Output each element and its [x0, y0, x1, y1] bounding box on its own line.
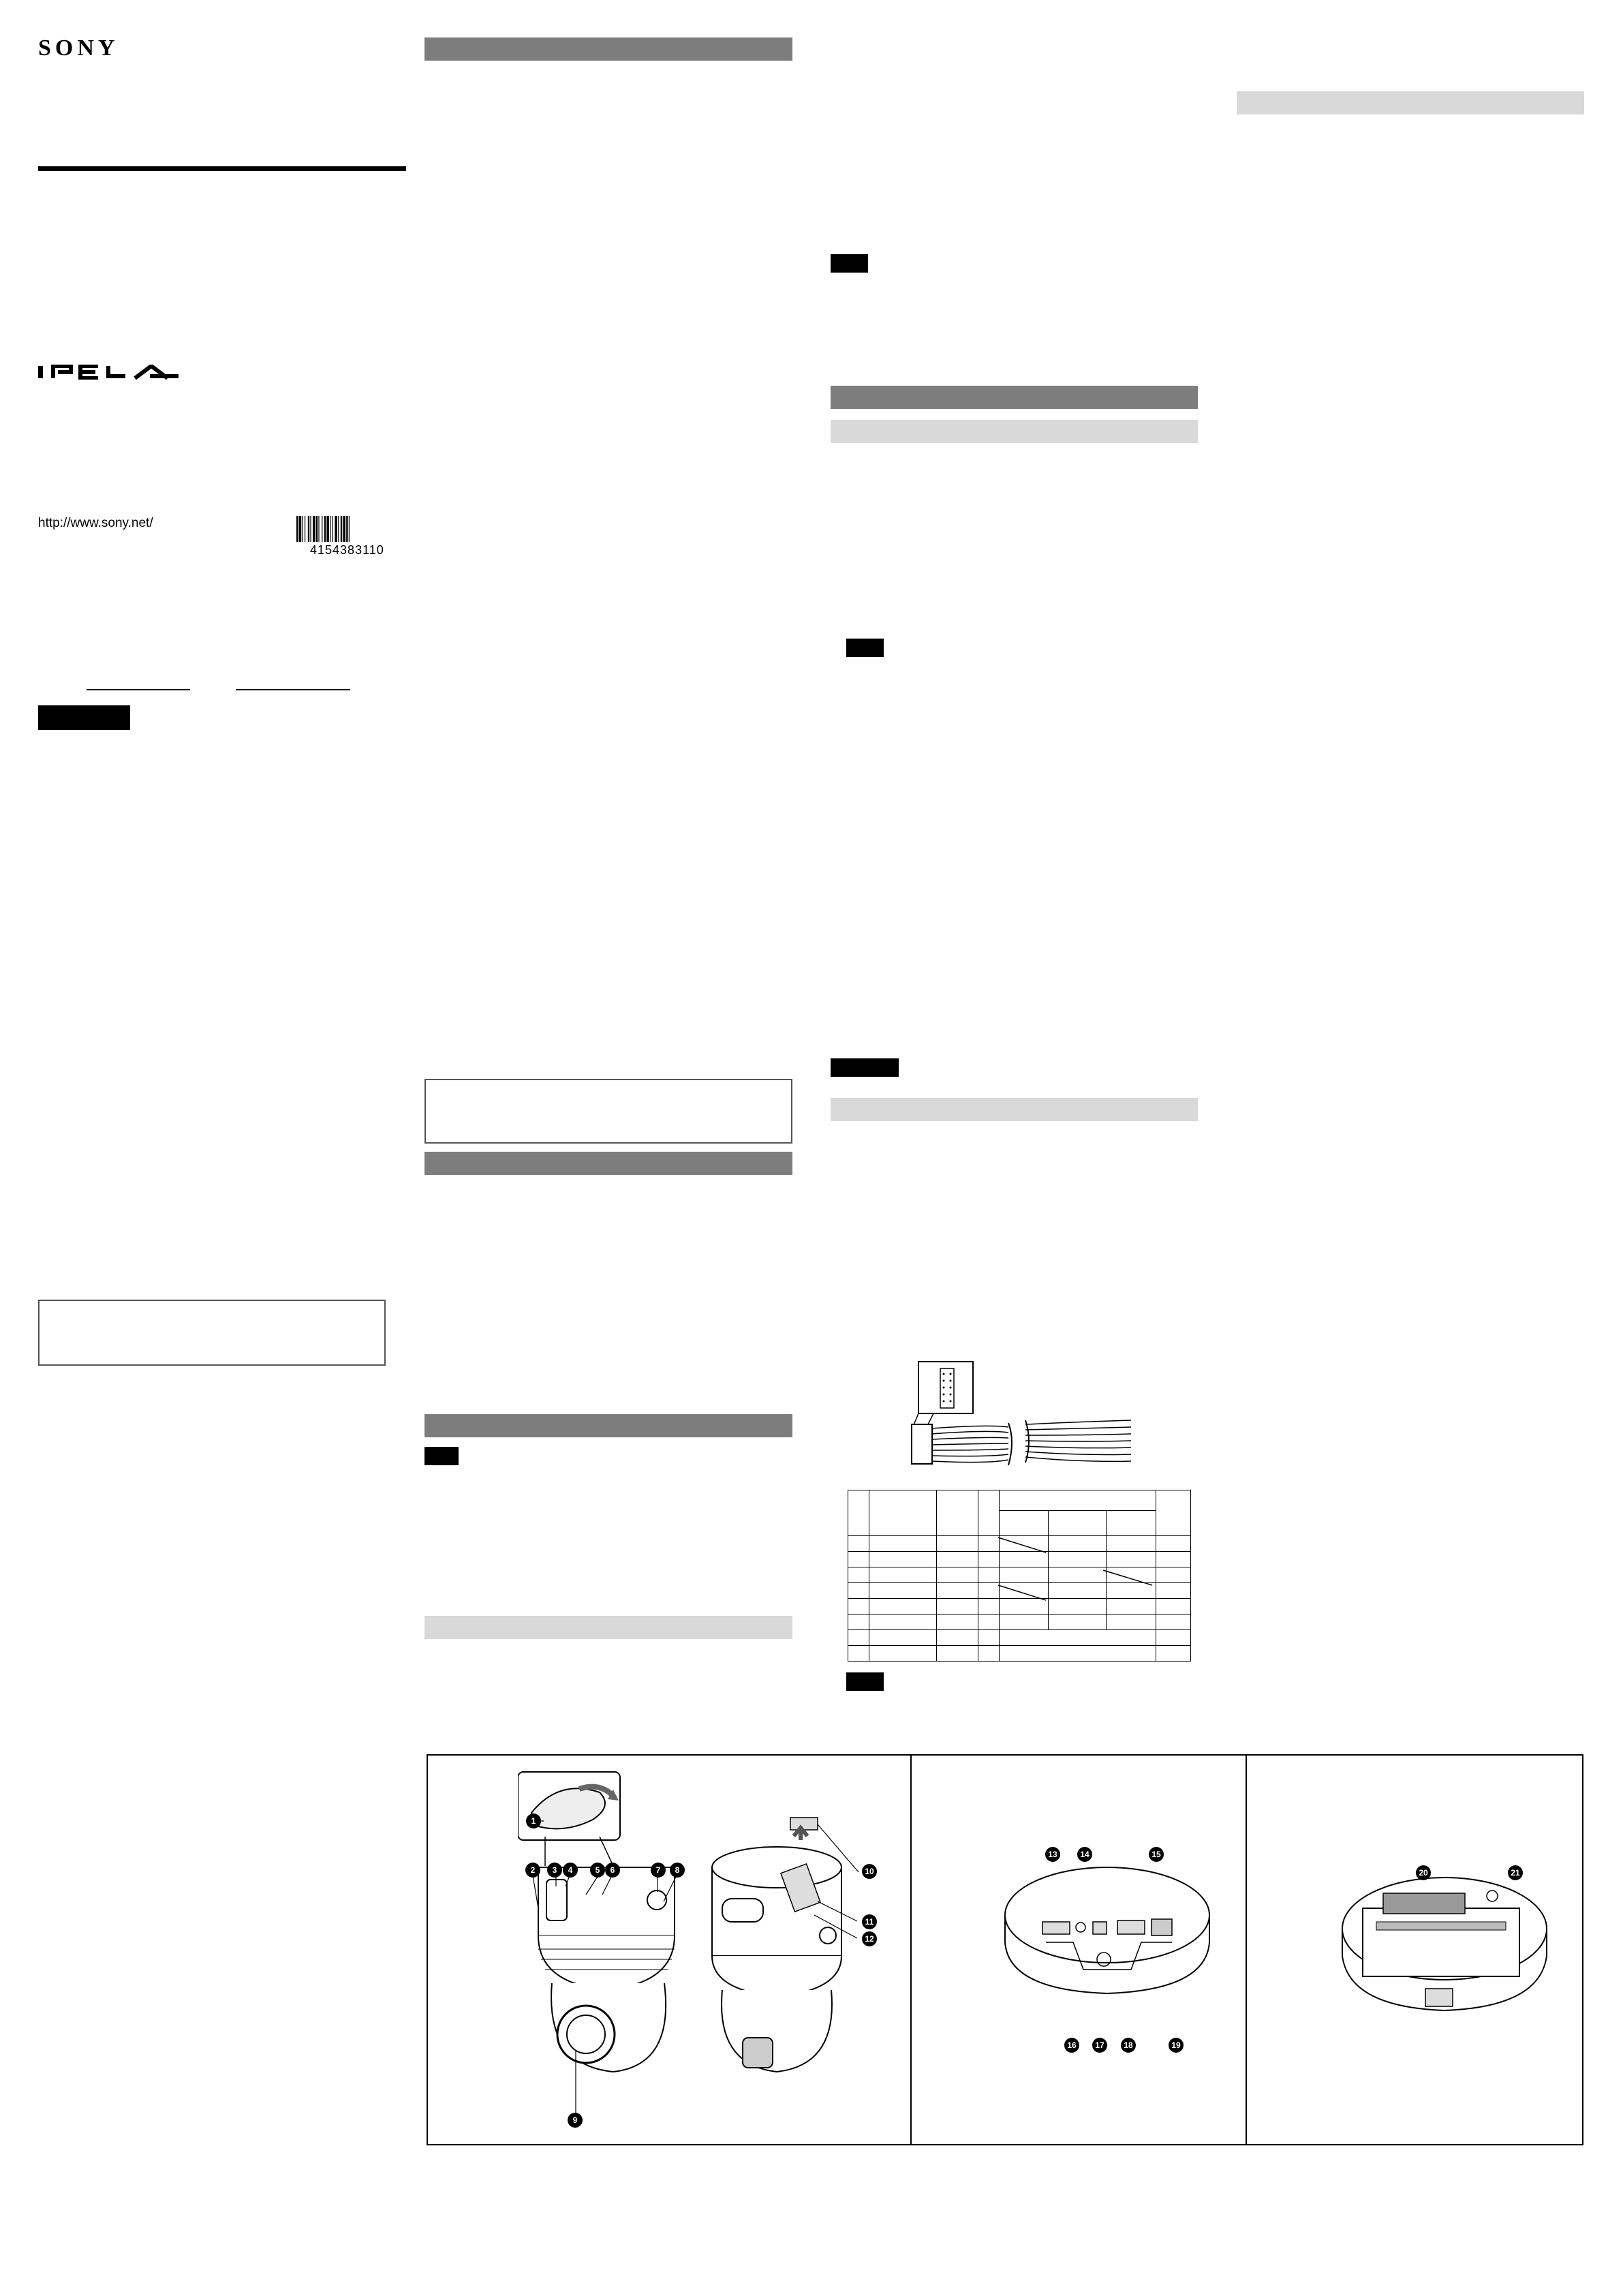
callout-11: 11	[862, 1914, 877, 1929]
callout-17: 17	[1092, 2038, 1107, 2053]
info-box	[424, 1079, 792, 1144]
callout-8: 8	[670, 1863, 685, 1878]
section-header-4	[831, 386, 1198, 409]
sony-logo: SONY	[38, 35, 119, 61]
callout-7: 7	[651, 1863, 666, 1878]
subsection-header-2	[831, 420, 1198, 443]
callout-21: 21	[1508, 1865, 1523, 1880]
subsection-header-3	[831, 1098, 1198, 1121]
callout-2: 2	[525, 1863, 540, 1878]
callout-1: 1	[526, 1813, 541, 1828]
callout-4: 4	[563, 1863, 578, 1878]
figure-divider-2	[1246, 1754, 1247, 2145]
title-rule	[38, 166, 406, 171]
note-label-2	[831, 254, 868, 273]
blank-line-2	[236, 689, 350, 690]
camera-illustration	[518, 1765, 899, 2133]
section-label-black-2	[831, 1058, 899, 1077]
callout-19: 19	[1169, 2038, 1184, 2053]
callout-6: 6	[605, 1863, 620, 1878]
section-header-1	[424, 37, 792, 61]
base-inside-illustration	[1335, 1861, 1554, 2031]
figure-divider-1	[910, 1754, 912, 2145]
callout-12: 12	[862, 1931, 877, 1946]
callout-15: 15	[1149, 1847, 1164, 1862]
note-label-4	[846, 1672, 884, 1691]
callout-18: 18	[1121, 2038, 1136, 2053]
callout-3: 3	[547, 1863, 562, 1878]
io-cable-illustration	[906, 1356, 1138, 1472]
callout-9: 9	[568, 2113, 583, 2128]
section-label-black	[38, 705, 130, 730]
section-header-2	[424, 1152, 792, 1175]
barcode-number: 4154383110	[310, 543, 384, 557]
section-header-3	[424, 1414, 792, 1437]
base-bottom-illustration	[995, 1840, 1220, 2017]
table-diagonals	[848, 1490, 1191, 1660]
note-label-3	[846, 639, 884, 657]
callout-14: 14	[1077, 1847, 1092, 1862]
notice-box	[38, 1300, 386, 1366]
callout-5: 5	[590, 1863, 605, 1878]
callout-13: 13	[1045, 1847, 1060, 1862]
ipela-logo	[38, 365, 179, 380]
subsection-header-1	[424, 1616, 792, 1639]
callout-16: 16	[1064, 2038, 1079, 2053]
callout-20: 20	[1416, 1865, 1431, 1880]
note-label-1	[424, 1447, 459, 1465]
blank-line-1	[87, 689, 190, 690]
sony-url[interactable]: http://www.sony.net/	[38, 516, 153, 530]
callout-10: 10	[862, 1864, 877, 1879]
subsection-header-4	[1237, 91, 1584, 114]
